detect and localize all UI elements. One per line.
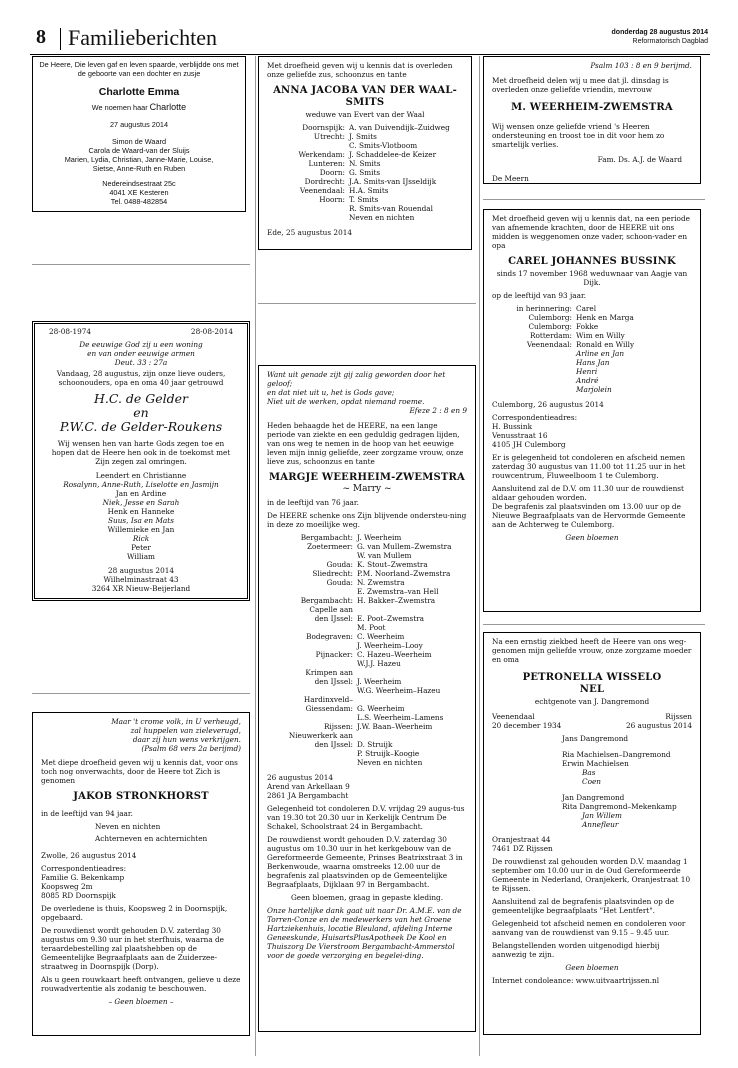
header-dateline: donderdag 28 augustus 2014 Reformatorisch Dagblad <box>611 29 708 45</box>
relative-place <box>267 587 353 596</box>
relative-name: C. Smits-Vlotboom <box>349 141 418 150</box>
relative-place: Gouda: <box>326 578 353 587</box>
relative-name: N. Zwemstra <box>357 578 405 587</box>
relative-place <box>492 385 572 394</box>
relative-place: Rotterdam: <box>530 331 572 340</box>
relative-name: C. Hazeu–Weerheim <box>357 650 432 659</box>
family-member: Jan en Ardine <box>115 489 167 498</box>
relative-place: Culemborg: <box>528 322 572 331</box>
page-number: 8 <box>36 26 46 48</box>
relative-name: J.W. Baan–Weerheim <box>357 722 433 731</box>
relative-name <box>357 695 467 704</box>
relative-place: Dordrecht: <box>304 177 345 186</box>
relative-name: E. Poot–Zwemstra <box>357 614 425 623</box>
separator-rule <box>483 199 705 200</box>
section-title: Familieberichten <box>68 25 218 50</box>
header-divider <box>60 28 61 50</box>
relative-place: Bodegraven: <box>306 632 353 641</box>
family-list <box>43 471 239 561</box>
relative-place: Sliedrecht: <box>312 569 353 578</box>
relative-place: Zoetermeer: <box>306 542 353 551</box>
relative-place: den IJssel: <box>314 740 353 749</box>
relative-name: J. Schaddelee-de Keizer <box>349 150 437 159</box>
relative-name <box>357 668 467 677</box>
relative-place: Gouda: <box>326 560 353 569</box>
relative-place: Krimpen aan <box>305 668 353 677</box>
relative-place: Bergambacht: <box>300 533 353 542</box>
relative-name: A. van Duivendijk–Zuidweg <box>349 123 450 132</box>
relative-place <box>267 659 353 668</box>
relative-place <box>267 749 353 758</box>
relative-place <box>267 713 353 722</box>
relative-name: E. Zwemstra–van Hell <box>357 587 439 596</box>
relative-name: Henk en Marga <box>576 313 634 322</box>
family-list <box>492 304 692 394</box>
family-member: Rosalynn, Anne-Ruth, Liselotte en Jasmijn <box>63 480 219 489</box>
obituary-jakob-stronkhorst: Maar 't crome volk, in U verheugd, zal huppelen van zieleverugd, daar zij hun wens verkrijgen. (Psalm 68 vers 2a berijmd) Met diepe droefheid geven wij u kennis dat, voor ons toch nog onverwachts, door de Heere tot Zich is genomen JAKOB STRONKHORST in de leeftijd van 94 jaar. Neven en nichten Achterneven en achternichten Zwolle, 26 augustus 2014 Correspondentieadres: Familie G. Bekenkamp Koopsweg 2m 8085 RD Doornspijk De overledene is thuis, Koopsweg 2 in Doornspijk, opgebaard. De rouwdienst wordt gehouden D.V. zaterdag 30 augustus om 9.30 uur in het sterfhuis, waarna de teraardebestelling zal plaatshebben op de Gemeentelijke Begraafplaats aan de Zuiderzee-straatweg in Doornspijk (Dorp). Als u geen rouwkaart heeft ontvangen, gelieve u deze rouwadvertentie als zodanig te beschouwen. – Geen bloemen – <box>32 712 250 1036</box>
family-member: Rick <box>132 534 150 543</box>
couple-name: H.C. de Gelder <box>93 391 189 406</box>
relative-place: Utrecht: <box>313 132 345 141</box>
family-member: Annefleur <box>582 820 619 829</box>
relative-name <box>357 605 467 614</box>
relative-name: T. Smits <box>349 195 379 204</box>
relative-name: Wim en Willy <box>576 331 625 340</box>
relative-place <box>267 204 345 213</box>
relative-place <box>492 376 572 385</box>
family-member: William <box>127 552 155 561</box>
relative-place <box>492 358 572 367</box>
relative-name: Neven en nichten <box>349 213 415 222</box>
deceased-name: ANNA JACOBA VAN DER WAAL-SMITS <box>273 85 457 108</box>
family-member: Jan Dangremond <box>562 793 625 802</box>
deceased-name: CAREL JOHANNES BUSSINK <box>508 256 676 267</box>
relative-name: C. Weerheim <box>357 632 405 641</box>
family-member: Suus, Isa en Mats <box>108 516 174 525</box>
relative-place <box>267 686 353 695</box>
relative-place: den IJssel: <box>314 677 353 686</box>
family-member: Jan Willem <box>582 811 622 820</box>
relative-place: Veenendaal: <box>299 186 345 195</box>
relative-name: W. van Mullem <box>357 551 412 560</box>
anniversary-announcement: 28-08-1974 28-08-2014 De eeuwige God zij u een woning en van onder eeuwige armen Deut. 33 : 27a Vandaag, 28 augustus, zijn onze lieve ouders, schoonouders, opa en oma 40 jaar getrouwd H.C. de Gelder en P.W.C. de Gelder-Roukens Wij wensen hen van harte Gods zegen toe en hopen dat de Heere hen ook in de toekomst met Zijn zegen zal omringen. Leendert en Christianne Rosalynn, Anne-Ruth, Liselotte en Jasmijn Jan en Ardine Niek, Jesse en Sarah Henk en Hanneke Suus, Isa en Mats Willemieke en Jan Rick Peter William 28 augustus 2014 Wilhelminastraat 43 3264 XR Nieuw-Beijerland <box>32 321 250 601</box>
relative-name: R. Smits-van Rouendal <box>349 204 433 213</box>
relative-name: P.M. Noorland–Zwemstra <box>357 569 451 578</box>
relative-place: Giessendam: <box>305 704 353 713</box>
relative-name: W.G. Weerheim–Hazeu <box>357 686 441 695</box>
relative-place <box>492 367 572 376</box>
relative-name: J. Weerheim <box>357 533 402 542</box>
family-member: Ria Machielsen–Dangremond <box>562 750 671 759</box>
birth-announcement: De Heere, Die leven gaf en leven spaarde, verblijdde ons met de geboorte van een dochter en zusje Charlotte Emma We noemen haar Charlotte 27 augustus 2014 Simon de Waard Carola de Waard-van der Sluijs Marien, Lydia, Christian, Janne-Marie, Louise, Sietse, Anne-Ruth en Ruben Nedereindsestraat 25c 4041 XE Kesteren Tel. 0488-482854 <box>32 56 246 212</box>
obituary-carel-johannes-bussink: Met droefheid geven wij u kennis dat, na een periode van afnemende krachten, door de HEERE uit ons midden is weggenomen onze vader, schoon-vader en opa CAREL JOHANNES BUSSINK sinds 17 november 1968 weduwnaar van Aagje van Dijk. op de leeftijd van 93 jaar. in herinnering: Carel Culemborg: Henk en Marga Culemborg: Fokke Rotterdam: Wim en Willy Veenendaal: Ronald en Willy Arline en Jan Hans Jan Henri André Marjolein Culemborg, 26 augustus 2014 Correspondentieadres: H. Bussink Venusstraat 16 4105 JH Culemborg Er is gelegenheid tot condoleren en afscheid nemen zaterdag 30 augustus van 11.00 tot 11.25 uur in het rouwcentrum, Fluweelboom 1 te Culemborg. Aansluitend zal de D.V. om 11.30 uur de rouwdienst aldaar gehouden worden. De begrafenis zal plaatsvinden om 13.00 uur op de Nieuwe Begraafplaats van de Hervormde Gemeente aan de Achterweg te Culemborg. Geen bloemen <box>483 209 701 612</box>
relative-name: K. Stout–Zwemstra <box>357 560 428 569</box>
relative-place: Culemborg: <box>528 313 572 322</box>
relative-name: Carel <box>576 304 597 313</box>
deceased-name: MARGJE WEERHEIM-ZWEMSTRA <box>268 472 466 483</box>
relative-place <box>267 213 345 222</box>
relative-name: Henri <box>576 367 598 376</box>
family-member: Rita Dangremond–Mekenkamp <box>562 802 677 811</box>
relative-name <box>357 731 467 740</box>
relative-name: J.A. Smits-van IJsseldijk <box>349 177 437 186</box>
relative-name: G. van Mullem–Zwemstra <box>357 542 452 551</box>
separator-rule <box>32 693 250 694</box>
relative-place <box>267 623 353 632</box>
relative-name: N. Smits <box>349 159 381 168</box>
relative-name: H.A. Smits <box>349 186 389 195</box>
family-member: Coen <box>582 777 601 786</box>
relative-name: M. Poot <box>357 623 386 632</box>
family-member: Jans Dangremond <box>562 734 629 743</box>
relative-place: Werkendam: <box>298 150 345 159</box>
relative-name: H. Bakker–Zwemstra <box>357 596 436 605</box>
family-member: Erwin Machielsen <box>562 759 629 768</box>
relative-place: Nieuwerkerk aan <box>288 731 353 740</box>
relative-name: J. Weerheim–Looy <box>357 641 423 650</box>
relative-place: Hoorn: <box>319 195 345 204</box>
relative-name: J. Weerheim <box>357 677 402 686</box>
obituary-m-weerheim-zwemstra: Psalm 103 : 8 en 9 berijmd. Met droefheid delen wij u mee dat jl. dinsdag is overleden onze geliefde vriendin, mevrouw M. WEERHEIM-ZWEMSTRA Wij wensen onze geliefde vriend 's Heeren ondersteuning en troost toe in dit voor hem zo smartelijk verlies. Fam. Ds. A.J. de Waard De Meern <box>483 56 701 184</box>
relative-place: Doornspijk: <box>302 123 345 132</box>
family-member: Bas <box>582 768 596 777</box>
relative-name: J. Smits <box>349 132 377 141</box>
separator-rule <box>32 264 250 265</box>
relative-name: G. Smits <box>349 168 381 177</box>
relative-place <box>267 641 353 650</box>
relative-name: G. Weerheim <box>357 704 405 713</box>
couple-name: P.W.C. de Gelder-Roukens <box>59 419 223 434</box>
relative-name: Fokke <box>576 322 599 331</box>
relative-place: Veenendaal: <box>526 340 572 349</box>
relative-place <box>267 758 353 767</box>
page-header <box>30 24 710 55</box>
relative-place: Bergambacht: <box>300 596 353 605</box>
obituary-anna-jacoba-smits: Met droefheid geven wij u kennis dat is overleden onze geliefde zus, schoonzus en tante ANNA JACOBA VAN DER WAAL-SMITS weduwe van Evert van der Waal Doornspijk: A. van Duivendijk–Zuidweg Utrecht: J. Smits C. Smits-Vlotboom Werkendam: J. Schaddelee-de Keizer Lunteren: N. Smits Doorn: G. Smits Dordrecht: J.A. Smits-van IJsseldijk Veenendaal: H.A. Smits Hoorn: T. Smits R. Smits-van Rouendal Neven en nichten Ede, 25 augustus 2014 <box>258 56 472 250</box>
deceased-name: PETRONELLA WISSELO <box>522 672 662 683</box>
relative-place: den IJssel: <box>314 614 353 623</box>
relative-name: Hans Jan <box>576 358 610 367</box>
deceased-name: NEL <box>579 684 605 695</box>
obituary-petronella-wisselo-nel: Na een ernstig ziekbed heeft de Heere van ons weg-genomen mijn geliefde vrouw, onze zorgzame moeder en oma PETRONELLA WISSELO NEL echtgenote van J. Dangremond Veenendaal Rijssen 20 december 1934 26 augustus 2014 Jans Dangremond Ria Machielsen–Dangremond Erwin Machielsen Bas Coen Jan Dangremond Rita Dangremond–Mekenkamp Jan Willem Annefleur Oranjestraat 44 7461 DZ Rijssen De rouwdienst zal gehouden worden D.V. maandag 1 september om 10.00 uur in de Oud Gereformeerde Gemeente in Nederland, Oranjekerk, Oranjestraat 10 te Rijssen. Aansluitend zal de begrafenis plaatsvinden op de gemeentelijke begraafplaats "Het Lentfert". Gelegenheid tot afscheid nemen en condoleren voor aanvang van de rouwdienst van 9.15 – 9.45 uur. Belangstellenden worden uitgenodigd hierbij aanwezig te zijn. Geen bloemen Internet condoleance: www.uitvaartrijssen.nl <box>483 632 701 1035</box>
family-member: Henk en Hanneke <box>107 507 175 516</box>
relative-place: in herinnering: <box>516 304 572 313</box>
relative-name: Marjolein <box>576 385 612 394</box>
family-member: Willemieke en Jan <box>107 525 175 534</box>
relative-name: Ronald en Willy <box>576 340 635 349</box>
family-list <box>267 533 467 767</box>
relative-place: Pijnacker: <box>315 650 353 659</box>
relative-name: Arline en Jan <box>576 349 625 358</box>
relative-place <box>492 349 572 358</box>
separator-rule <box>258 303 476 304</box>
relative-name: L.S. Weerheim–Lamens <box>357 713 444 722</box>
family-member: Niek, Jesse en Sarah <box>102 498 180 507</box>
obituary-margje-weerheim-zwemstra: Want uit genade zijt gij zalig geworden door het geloof; en dat niet uit u, het is Gods gave; Niet uit de werken, opdat niemand roeme. Efeze 2 : 8 en 9 Heden behaagde het de HEERE, na een lange periode van ziekte en een geduldig gedragen lijden, van ons weg te nemen in de hoop van het eeuwige leven mijn innig geliefde, zeer zorgzame vrouw, onze lieve zus, schoonzus en tante MARGJE WEERHEIM-ZWEMSTRA ~ Marry ~ in de leeftijd van 76 jaar. De HEERE schenke ons Zijn blijvende ondersteu-ning in deze zo moeilijke weg. Bergambacht: J. Weerheim Zoetermeer: G. van Mullem–Zwemstra W. van Mullem Gouda: K. Stout–Zwemstra Sliedrecht: P.M. Noorland–Zwemstra Gouda: N. Zwemstra E. Zwemstra–van Hell Bergambacht: H. Bakker–Zwemstra Capelle aan den IJssel: E. Poot–Zwemstra M. Poot Bodegraven: C. Weerheim J. Weerheim–Looy Pijnacker: C. Hazeu–Weerheim W.J.J. Hazeu Krimpen aan den IJssel: J. Weerheim W.G. Weerheim–Hazeu Hardinxveld– Giessendam: G. Weerheim L.S. Weerheim–Lamens Rijssen: J.W. Baan–Weerheim Nieuwerkerk aan den IJssel: D. Struijk P. Struijk–Koogie Neven en nichten 26 augustus 2014 Arend van Arkellaan 9 2861 JA Bergambacht Gelegenheid tot condoleren D.V. vrijdag 29 augus-tus van 19.30 tot 20.30 uur in Kerkelijk Centrum De Schakel, Schoolstraat 24 in Bergambacht. De rouwdienst wordt gehouden D.V. zaterdag 30 augustus om 10.30 uur in het kerkgebouw van de Gereformeerde Gemeente, Prinses Beatrixstraat 3 in Berkenwoude, waarna omstreeks 12.00 uur de begrafenis zal plaatsvinden op de Gemeentelijke Begraafplaats, Dijklaan 97 in Bergambacht. Geen bloemen, graag in gepaste kleding. Onze hartelijke dank gaat uit naar Dr. A.M.E. van de Torren-Conze en de medewerkers van het Groene Hartziekenhuis, locatie Bleuland, afdeling Interne Geneeskunde, HuisartsPlusApotheek De Kool en Thuiszorg De Vierstroom Bergambacht-Ammerstol voor de goede verzorging en begelei-ding. <box>258 365 476 1032</box>
relative-place <box>267 551 353 560</box>
relative-name: André <box>576 376 599 385</box>
relative-place: Hardinxveld– <box>303 695 353 704</box>
column-rule <box>255 56 256 1056</box>
relative-name: W.J.J. Hazeu <box>357 659 401 668</box>
relative-place: Lunteren: <box>308 159 345 168</box>
separator-rule <box>483 624 705 625</box>
relative-place: Capelle aan <box>309 605 353 614</box>
family-member: Leendert en Christianne <box>95 471 187 480</box>
relative-name: P. Struijk–Koogie <box>357 749 420 758</box>
deceased-name: M. WEERHEIM-ZWEMSTRA <box>511 102 673 113</box>
column-rule <box>479 56 480 1056</box>
relative-name: Neven en nichten <box>357 758 423 767</box>
family-member: Peter <box>131 543 151 552</box>
relative-place <box>267 141 345 150</box>
relative-place: Rijssen: <box>323 722 353 731</box>
relative-name: D. Struijk <box>357 740 393 749</box>
family-list <box>492 734 692 829</box>
baby-name: Charlotte Emma <box>98 86 180 98</box>
relative-place: Doorn: <box>319 168 345 177</box>
deceased-name: JAKOB STRONKHORST <box>73 791 209 802</box>
family-list <box>267 123 463 222</box>
